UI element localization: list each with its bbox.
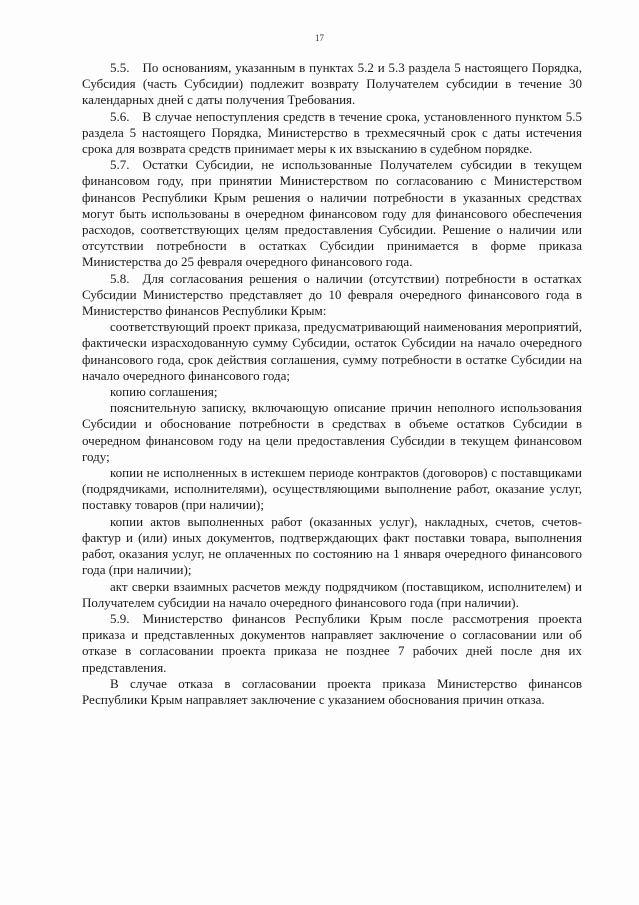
list-item-contracts-copies: копии не исполненных в истекшем периоде контрактов (договоров) с поставщиками (подрядчиками, исполнителями), осуществляющими выполнение работ, оказание услуг, поставку товаров (при наличии);: [82, 465, 582, 513]
paragraph-5-8: 5.8. Для согласования решения о наличии (отсутствии) потребности в остатках Субсидии Министерство представляет до 10 февраля очередного финансового года в Министерство финансов Республики Крым:: [82, 270, 582, 319]
list-item-reconciliation-act: акт сверки взаимных расчетов между подрядчиком (поставщиком, исполнителем) и Получателем субсидии на начало очередного финансового года (при наличии).: [82, 578, 582, 610]
list-item-acts-copies: копии актов выполненных работ (оказанных услуг), накладных, счетов, счетов-фактур и (или) иных документов, подтверждающих факт поставки товара, выполнения работ, оказания услуг, не оплаченных по состоянию на 1 января очередного финансового года (при наличии);: [82, 513, 582, 578]
paragraph-5-5: 5.5. По основаниям, указанным в пунктах 5.2 и 5.3 раздела 5 настоящего Порядка, Субсидия (часть Субсидии) подлежит возврату Получателем субсидии в течение 30 календарных дней с даты получения Требования.: [82, 60, 582, 108]
list-item-draft-order: соответствующий проект приказа, предусматривающий наименования мероприятий, фактически израсходованную сумму Субсидии, остаток Субсидии на начало очередного финансового года, срок действия соглашения, сумму потребности в остатке Субсидии на начало очередного финансового года;: [82, 319, 582, 383]
document-body: [82, 60, 582, 708]
page-number: 17: [315, 33, 324, 43]
paragraph-5-7: 5.7. Остатки Субсидии, не использованные Получателем субсидии в текущем финансовом году, при принятии Министерством по согласованию с Министерством финансов Республики Крым решения о наличии потребности в указанных средствах могут быть использованы в очередном финансовом году для финансового обеспечения расходов, соответствующих целям предоставления Субсидии. Решение о наличии или отсутствии потребности в остатках Субсидии принимается в форме приказа Министерства до 25 февраля очередного финансового года.: [82, 157, 582, 270]
paragraph-5-9: 5.9. Министерство финансов Республики Крым после рассмотрения проекта приказа и представленных документов направляет заключение о согласовании или об отказе в согласовании проекта приказа не позднее 7 рабочих дней после дня их представления.: [82, 610, 582, 675]
list-item-agreement-copy: копию соглашения;: [110, 384, 218, 400]
paragraph-5-6: 5.6. В случае непоступления средств в течение срока, установленного пунктом 5.5 раздела 5 настоящего Порядка, Министерство в трехмесячный срок с даты истечения срока для возврата средств принимает меры к их взысканию в судебном порядке.: [82, 108, 582, 157]
paragraph-refusal: В случае отказа в согласовании проекта приказа Министерство финансов Республики Крым направляет заключение с указанием обоснования причин отказа.: [82, 675, 582, 707]
list-item-explanatory-note: пояснительную записку, включающую описание причин неполного использования Субсидии и обоснование потребности в средствах в объеме остатков Субсидии в очередном финансовом году на цели предоставления Субсидии в текущем финансовом году;: [82, 400, 582, 464]
